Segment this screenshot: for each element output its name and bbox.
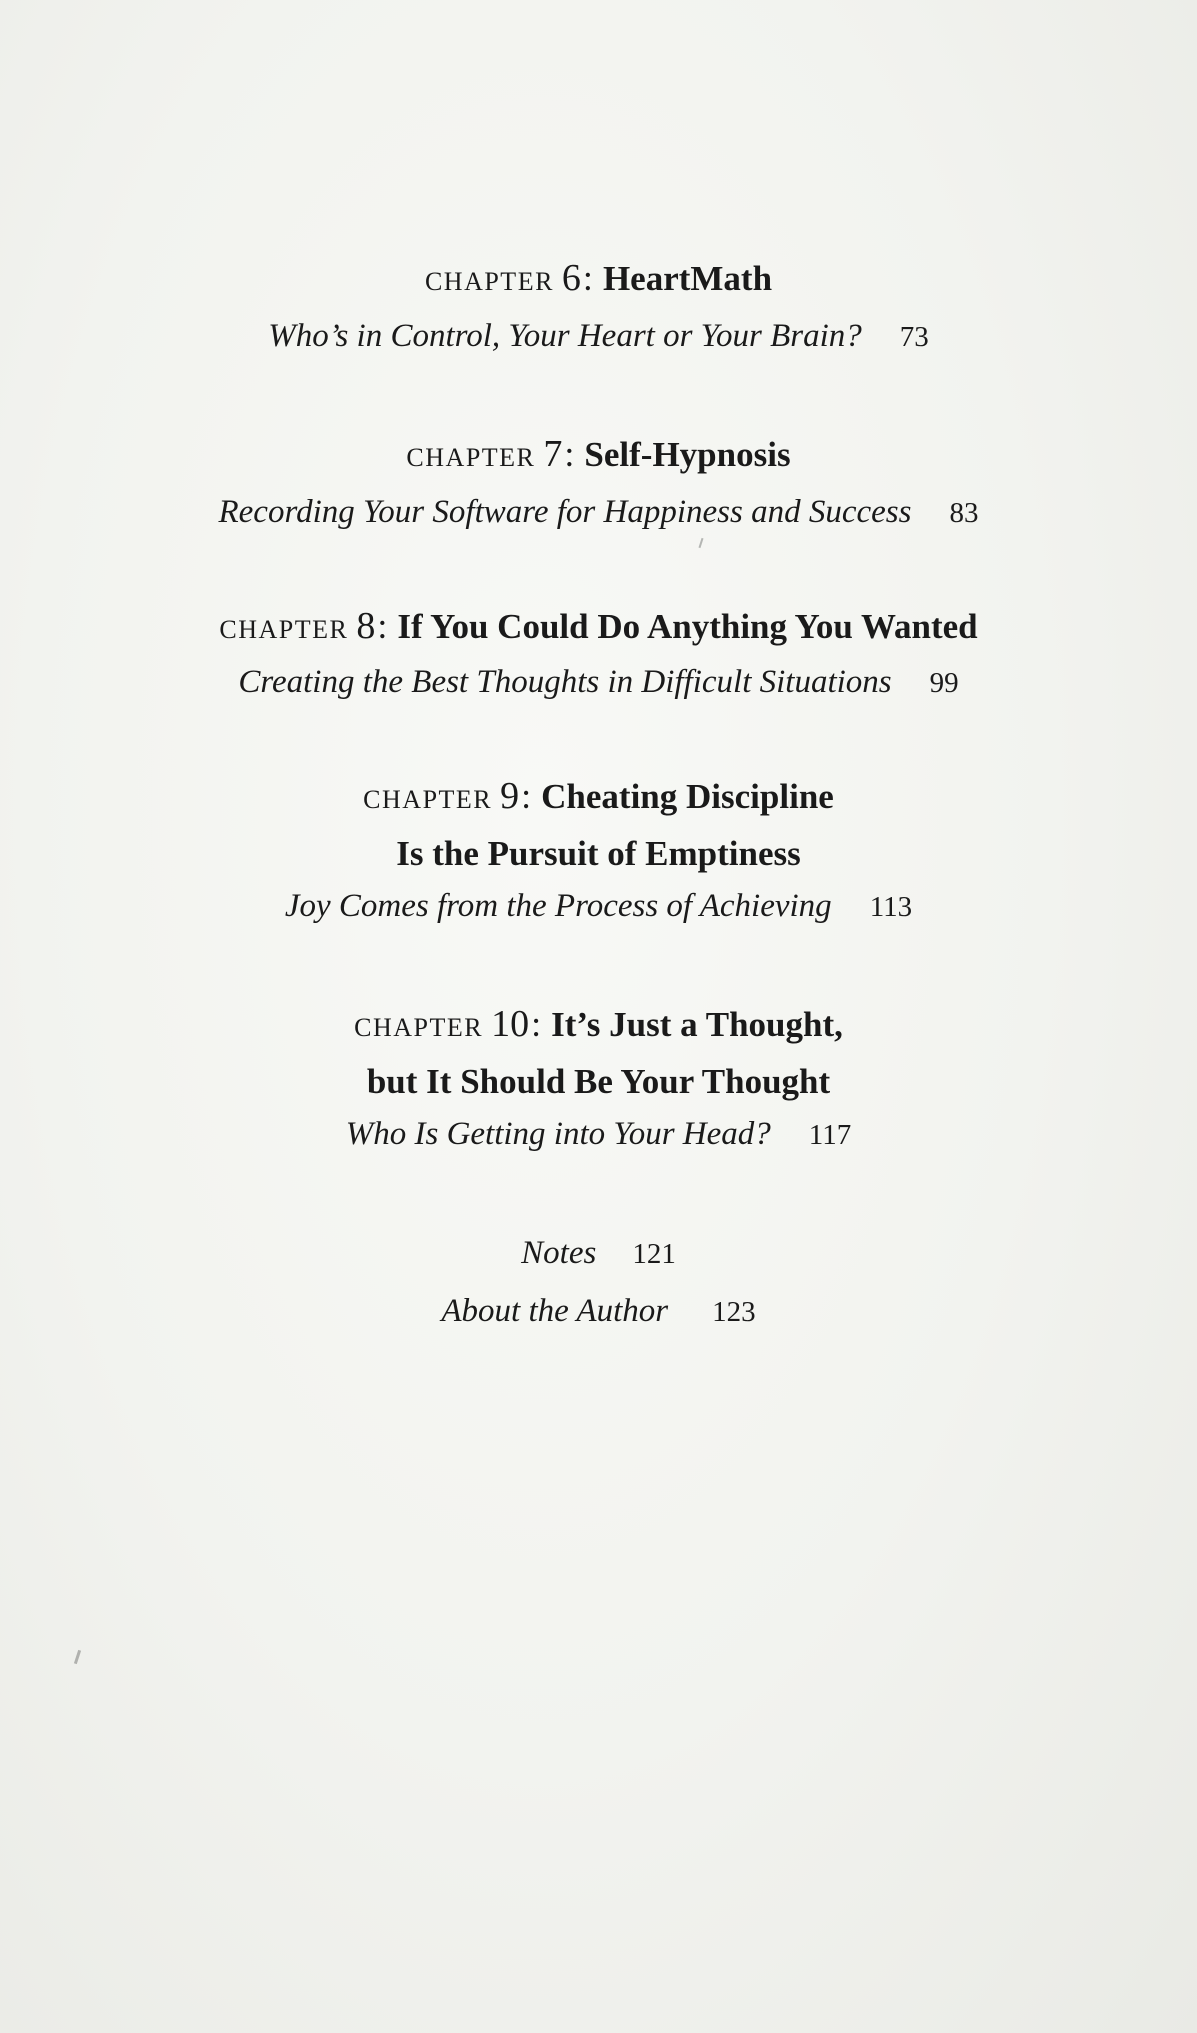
toc-entry-notes[interactable] [0, 1229, 1197, 1278]
paper-speck [74, 1650, 81, 1664]
chapter-subtitle-line [0, 312, 1197, 361]
page-number: 117 [808, 1119, 852, 1151]
chapter-number: 8 [356, 605, 376, 647]
chapter-colon: : [582, 258, 593, 298]
chapter-title: Self-Hypnosis [584, 435, 791, 474]
chapter-subtitle: Who’s in Control, Your Heart or Your Brain? [268, 318, 862, 354]
chapter-title: If You Could Do Anything You Wanted [397, 607, 978, 646]
paper-speck [699, 538, 704, 548]
toc-entry-chapter-10[interactable] [0, 998, 1197, 1159]
chapter-subtitle-line [0, 882, 1197, 931]
chapter-title: Cheating Discipline [541, 777, 834, 816]
show-through-text [0, 1180, 1197, 1214]
chapter-title: It’s Just a Thought, [551, 1005, 843, 1044]
chapter-label: CHAPTER [219, 615, 349, 644]
chapter-number: 10 [491, 1003, 530, 1045]
chapter-heading [0, 770, 1197, 826]
chapter-colon: : [521, 776, 532, 816]
page-number: 99 [929, 667, 959, 699]
chapter-number: 6 [561, 257, 581, 299]
chapter-heading [0, 600, 1197, 656]
chapter-title-continued: but It Should Be Your Thought [366, 1062, 831, 1101]
chapter-colon: : [564, 434, 575, 474]
back-matter-label: About the Author [441, 1293, 669, 1329]
chapter-label: CHAPTER [406, 443, 536, 472]
chapter-subtitle: Who Is Getting into Your Head? [345, 1116, 771, 1152]
page-number: 113 [869, 891, 913, 923]
chapter-subtitle-line [0, 488, 1197, 537]
page-number: 121 [632, 1238, 676, 1270]
chapter-number: 9 [500, 775, 520, 817]
back-matter-line [0, 1287, 1197, 1336]
chapter-subtitle: Recording Your Software for Happiness and Success [218, 494, 912, 530]
chapter-title: HeartMath [602, 259, 773, 298]
toc-entry-chapter-8[interactable] [0, 600, 1197, 707]
page-number: 123 [712, 1296, 756, 1328]
chapter-heading [0, 998, 1197, 1054]
chapter-subtitle: Joy Comes from the Process of Achieving [284, 888, 832, 924]
chapter-heading [0, 252, 1197, 308]
chapter-label: CHAPTER [424, 267, 554, 296]
chapter-subtitle-line [0, 658, 1197, 707]
toc-entry-chapter-9[interactable] [0, 770, 1197, 931]
chapter-label: CHAPTER [363, 785, 493, 814]
page-number: 83 [949, 497, 979, 529]
chapter-title-continued: Is the Pursuit of Emptiness [396, 834, 801, 873]
toc-entry-about-the-author[interactable] [0, 1287, 1197, 1336]
chapter-label: CHAPTER [354, 1013, 484, 1042]
toc-entry-chapter-7[interactable] [0, 428, 1197, 537]
page-number: 73 [899, 321, 929, 353]
toc-entry-chapter-6[interactable] [0, 252, 1197, 361]
chapter-subtitle-line [0, 1110, 1197, 1159]
chapter-colon: : [531, 1004, 542, 1044]
chapter-subtitle: Creating the Best Thoughts in Difficult Situations [238, 664, 892, 700]
chapter-colon: : [377, 606, 388, 646]
back-matter-label: Notes [521, 1235, 597, 1271]
back-matter-line [0, 1229, 1197, 1278]
chapter-heading [0, 428, 1197, 484]
chapter-number: 7 [543, 433, 563, 475]
